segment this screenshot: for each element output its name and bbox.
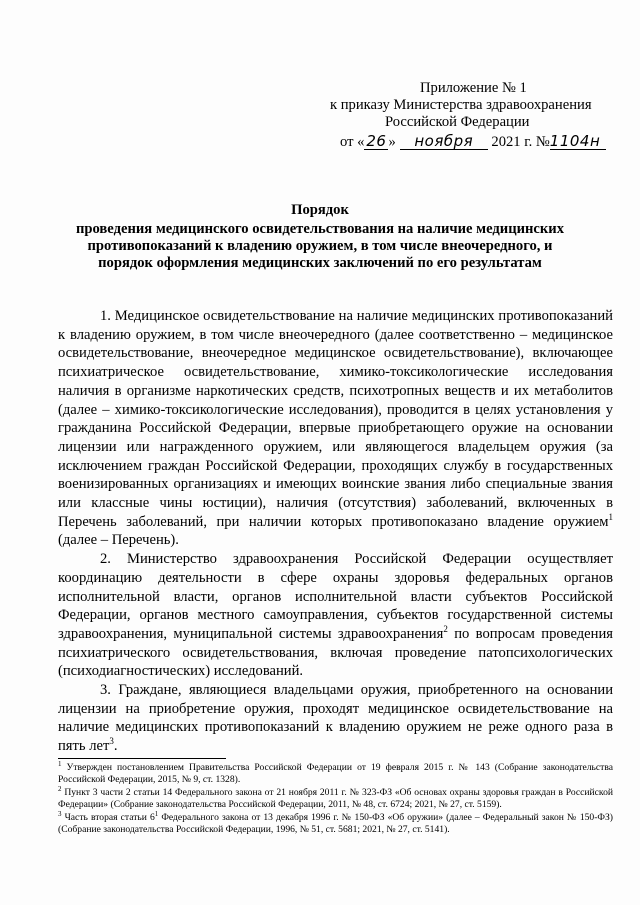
footnotes: [58, 759, 613, 836]
appendix-line-1: Приложение № 1: [420, 80, 527, 96]
appendix-line-3: Российской Федерации: [385, 114, 530, 130]
title-line-1: Порядок: [291, 202, 349, 218]
paragraph-3-text: 3. Граждане, являющиеся владельцами оружия, приобретенного на основании лицензии на приобретение оружия, проходят медицинское освидетельствование на наличие медицинских противопоказаний к владению оружием не реже одного раза в пять лет: [58, 682, 613, 755]
paragraph-3-tail: .: [113, 738, 118, 755]
paragraph-2-tail: по вопросам проведения психиатрического освидетельствования, включая проведение патопсихологических (психодиагностических) исследований.: [58, 625, 613, 680]
footnote-3-tail: Федерального закона от 13 декабря 1996 г. № 150-ФЗ «Об оружии» (далее – Федеральный закон № 150-ФЗ) (Собрание законодательства Российской Федерации, 1996, № 51, ст. 5681; 2021, № 27, ст. 5141).: [58, 811, 613, 836]
handwritten-order-number: 1104н: [550, 134, 606, 150]
date-year: 2021 г. №: [491, 134, 550, 150]
date-mid: »: [388, 134, 396, 150]
footnote-ref-1[interactable]: 1: [608, 511, 613, 522]
paragraph-1: [58, 307, 613, 550]
footnote-2-text: Пункт 3 части 2 статьи 14 Федерального закона от 21 ноября 2011 г. № 323-ФЗ «Об основах охраны здоровья граждан в Российской Федерации» (Собрание законодательства Российской Федерации, 2011, № 48, ст. 6724; 2021, № 27, ст. 5159).: [58, 786, 613, 811]
footnote-ref-2[interactable]: 2: [443, 624, 448, 635]
footnote-divider: [58, 758, 226, 759]
handwritten-month: ноября: [400, 134, 488, 150]
footnote-1-text: Утвержден постановлением Правительства Российской Федерации от 19 февраля 2015 г. № 143 (Собрание законодательства Российской Федерации, 2015, № 9, ст. 1328).: [58, 762, 613, 786]
title-line-2: проведения медицинского освидетельствования на наличие медицинских противопоказаний к владению оружием, в том числе внеочередного, и порядок оформления медицинских заключений по его результатам: [75, 221, 565, 271]
appendix-date-line: [330, 134, 620, 151]
paragraph-2: [58, 550, 613, 681]
footnote-mark-1: 1: [58, 759, 62, 768]
paragraph-3: [58, 681, 613, 756]
footnote-3: [58, 809, 613, 837]
appendix-header: [330, 80, 620, 151]
footnote-mark-3: 3: [58, 809, 62, 818]
document-title: [60, 202, 580, 272]
paragraph-1-text: 1. Медицинское освидетельствование на наличие медицинских противопоказаний к владению оружием, в том числе внеочередного (далее соответственно – медицинское освидетельствование, внеочередное медицинское освидетельствование), включающее психиатрическое освидетельствование, химико-токсикологические исследования наличия в организме наркотических средств, психотропных веществ и их метаболитов (далее – химико-токсикологические исследования), проводится в целях установления у гражданина Российской Федерации, впервые приобретающего оружие на основании лицензии или награжденного оружием, или являющегося владельцем оружия (за исключением граждан Российской Федерации, проходящих службу в государственных военизированных организациях и имеющих воинские звания либо специальные звания или классные чины юстиции), наличия (отсутствия) заболеваний, включенных в Перечень заболеваний, при наличии которых противопоказано владение оружием: [58, 308, 613, 530]
appendix-line-2: к приказу Министерства здравоохранения: [330, 97, 592, 113]
paragraph-1-tail: (далее – Перечень).: [58, 532, 179, 549]
footnote-1: [58, 759, 613, 787]
footnote-3-text: Часть вторая статьи 6: [61, 811, 155, 823]
document-body: [58, 307, 613, 756]
footnote-mark-2: 2: [58, 784, 62, 793]
footnote-ref-3[interactable]: 3: [109, 736, 114, 747]
date-prefix: от «: [340, 134, 365, 150]
handwritten-day: 26: [366, 132, 387, 150]
paragraph-2-text: 2. Министерство здравоохранения Российской Федерации осуществляет координацию деятельности в сфере охраны здоровья федеральных органов исполнительной власти, органов исполнительной власти субъектов Российской Федерации, органов местного самоуправления, субъектов государственной системы здравоохранения, муниципальной системы здравоохранения: [58, 551, 613, 642]
footnote-2: [58, 784, 613, 812]
footnote-3-article-sup: 1: [154, 809, 159, 818]
